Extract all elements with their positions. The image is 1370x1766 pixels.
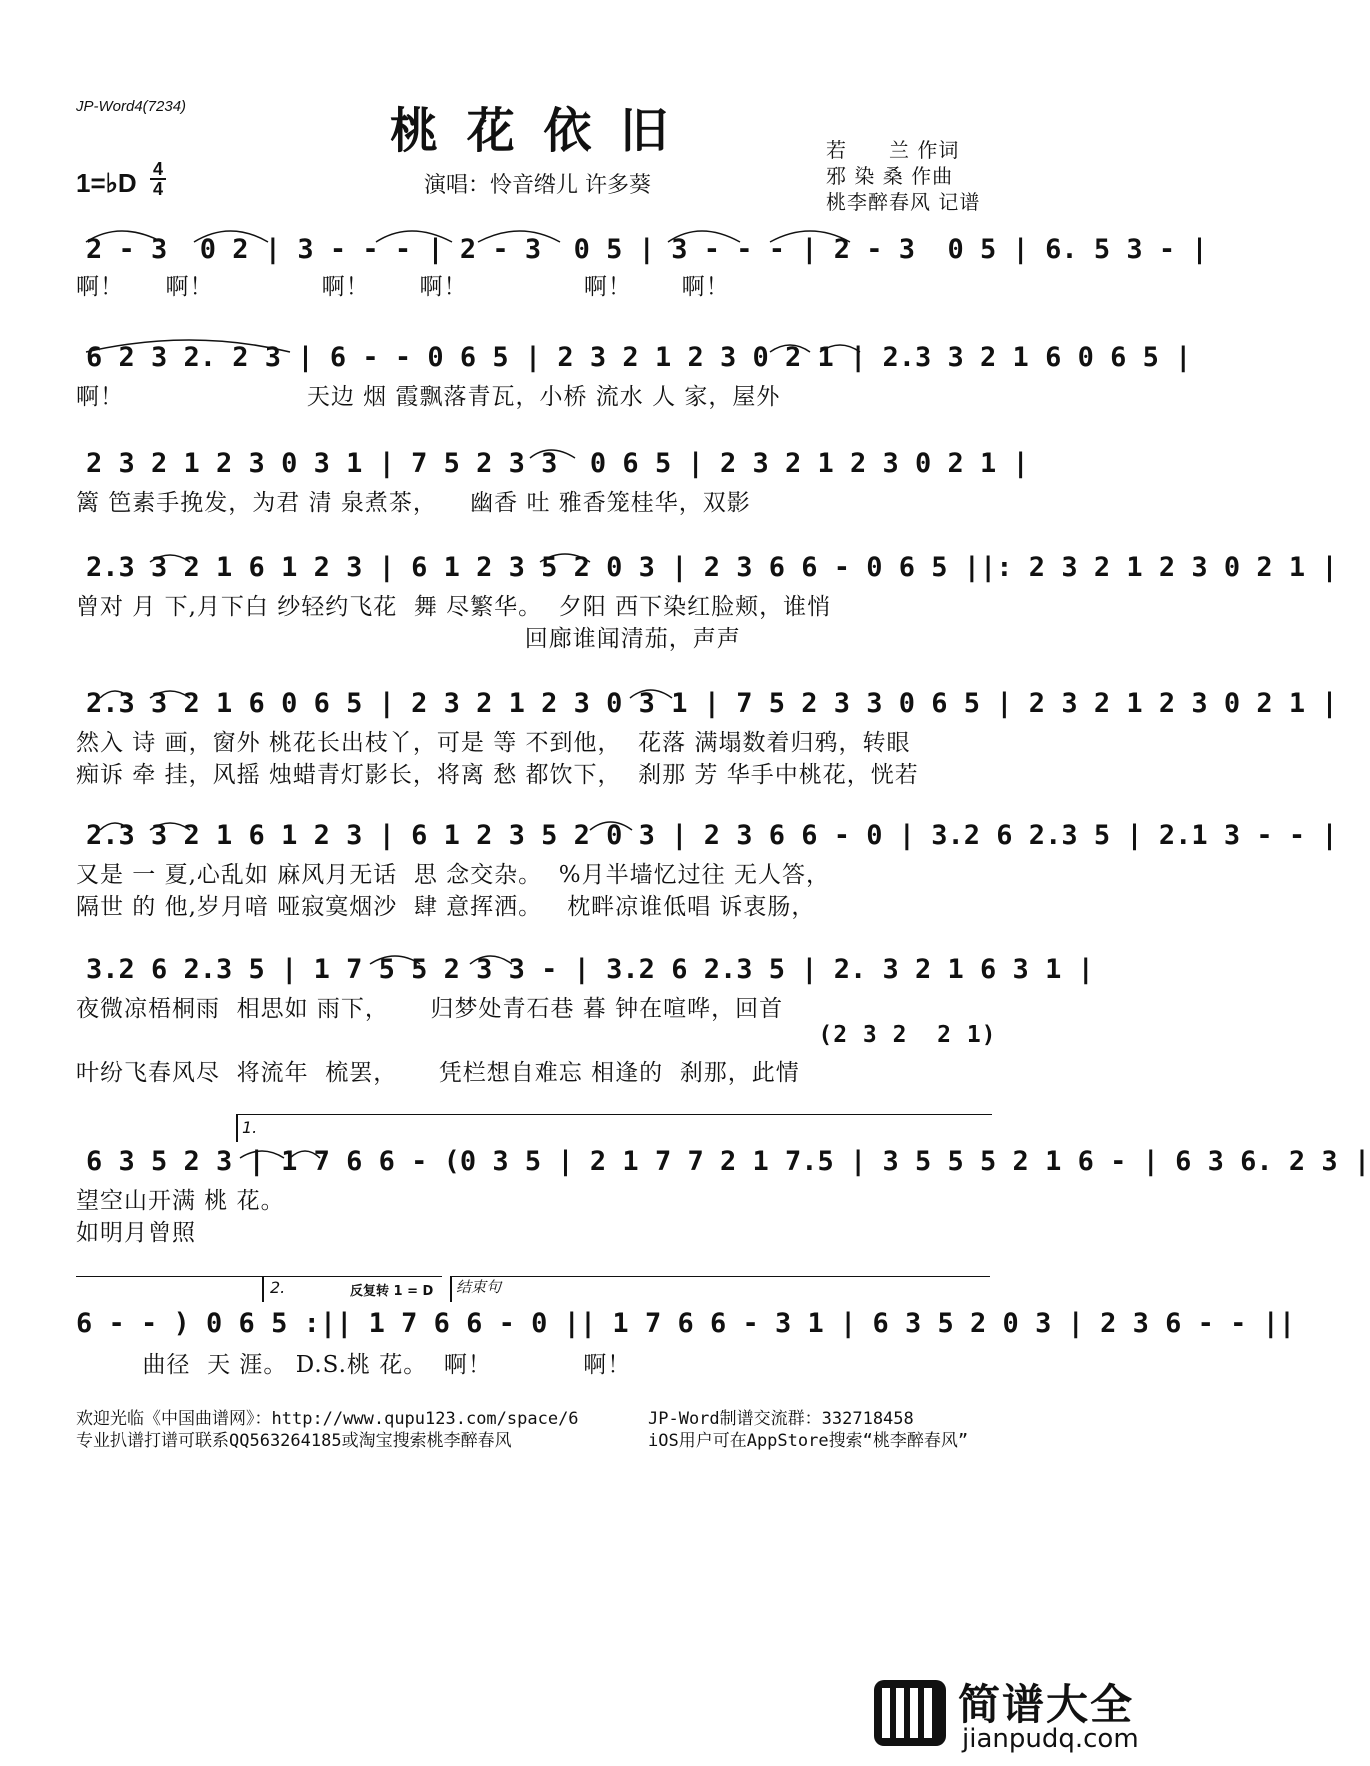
notes-system-4: 2.3 3 2 1 6 1 2 3 | 6 1 2 3 5 2 0 3 | 2 3 6 6 - 0 6 5 ||: 2 3 2 1 2 3 0 2 1 | <box>86 552 1338 583</box>
lyrics-system-8-line-2: 如明月曾照 <box>76 1220 196 1246</box>
lyrics-system-7-alt-notes: (2 3 2 2 1) <box>76 1022 997 1048</box>
footer-ios: iOS用户可在AppStore搜索“桃李醉春风” <box>648 1431 969 1451</box>
ending-label: 结束句 <box>456 1278 502 1296</box>
lyrics-system-9-line-1: 曲径 天 涯。 D.S.桃 花。 啊！ 啊！ <box>76 1352 632 1378</box>
lyrics-system-3-line-1: 篱 笆素手挽发，为君 清 泉煮茶， 幽香 吐 雅香笼桂华，双影 <box>76 490 751 516</box>
notes-system-6: 2.3 3 2 1 6 1 2 3 | 6 1 2 3 5 2 0 3 | 2 3 6 6 - 0 | 3.2 6 2.3 5 | 2.1 3 - - | <box>86 820 1338 851</box>
brand-logo <box>872 1672 1192 1762</box>
ending-bracket <box>450 1276 452 1302</box>
notes-system-5: 2.3 3 2 1 6 0 6 5 | 2 3 2 1 2 3 0 3 1 | 7 5 2 3 3 0 6 5 | 2 3 2 1 2 3 0 2 1 | <box>86 688 1338 719</box>
brand-url[interactable]: jianpudq.com <box>962 1724 1139 1754</box>
lyrics-system-7-line-1: 夜微凉梧桐雨 相思如 雨下， 归梦处青石巷 暮 钟在喧哗，回首 <box>76 996 784 1022</box>
brand-name: 简谱大全 <box>958 1680 1135 1729</box>
lyrics-system-4-line-2: 回廊谁闻清茄，声声 <box>76 626 741 652</box>
dc-note: 反复转 1 = D <box>350 1284 434 1299</box>
footer-contact: 专业扒谱打谱可联系QQ563264185或淘宝搜索桃李醉春风 <box>76 1431 512 1451</box>
credit-composer: 邪 染 桑 作曲 <box>826 164 954 188</box>
lyrics-system-6-line-1: 又是 一 夏,心乱如 麻风月无话 思 念交杂。 %月半墙忆过往 无人答， <box>76 862 830 888</box>
volta-2-line <box>76 1276 262 1277</box>
time-bottom: 4 <box>152 179 163 199</box>
piano-keys-icon <box>872 1678 952 1748</box>
lyrics-system-4-line-1: 曾对 月 下,月下白 纱轻约飞花 舞 尽繁华。 夕阳 西下染红脸颊，谁悄 <box>76 594 832 620</box>
lyrics-system-5-line-1: 然入 诗 画，窗外 桃花长出枝丫，可是 等 不到他， 花落 满塌数着归鸦，转眼 <box>76 730 911 756</box>
lyrics-system-8-line-1: 望空山开满 桃 花。 <box>76 1188 285 1214</box>
volta-2-bracket <box>262 1276 264 1302</box>
volta-1-label: 1. <box>242 1118 258 1137</box>
lyrics-system-7-line-2: 叶纷飞春风尽 将流年 梳罢， 凭栏想自难忘 相逢的 刹那，此情 <box>76 1060 800 1086</box>
key-signature <box>76 168 137 199</box>
notes-system-8: 6 3 5 2 3 | 1 7 6 6 - (0 3 5 | 2 1 7 7 2 1 7.5 | 3 5 5 5 2 1 6 - | 6 3 6. 2 3 | <box>86 1146 1370 1177</box>
song-title: 桃 花 依 旧 <box>390 103 675 159</box>
software-label: JP-Word4(7234) <box>76 98 187 115</box>
notes-system-9: 6 - - ) 0 6 5 :|| 1 7 6 6 - 0 || 1 7 6 6 - 3 1 | 6 3 5 2 0 3 | 2 3 6 - - || <box>76 1308 1296 1339</box>
volta-2-label: 2. <box>270 1278 286 1297</box>
singer: 演唱：怜音绺儿 许多葵 <box>424 173 651 198</box>
footer-site-link[interactable]: 欢迎光临《中国曲谱网》：http://www.qupu123.com/space/6 <box>76 1409 579 1429</box>
notes-system-3: 2 3 2 1 2 3 0 3 1 | 7 5 2 3 3 0 6 5 | 2 3 2 1 2 3 0 2 1 | <box>86 448 1029 479</box>
lyrics-system-5-line-2: 痴诉 牵 挂，风摇 烛蜡青灯影长，将离 愁 都饮下， 刹那 芳 华手中桃花，恍若 <box>76 762 919 788</box>
key-text: 1=♭D <box>76 168 137 198</box>
credit-transcriber: 桃李醉春风 记谱 <box>826 190 981 214</box>
volta-2-line-b <box>262 1276 442 1277</box>
credit-lyricist: 若 兰 作词 <box>826 138 960 162</box>
time-signature <box>150 160 166 198</box>
ending-line <box>450 1276 990 1277</box>
notes-system-7: 3.2 6 2.3 5 | 1 7 5 5 2 3 3 - | 3.2 6 2.3 5 | 2. 3 2 1 6 3 1 | <box>86 954 1094 985</box>
footer-group: JP-Word制谱交流群：332718458 <box>648 1409 914 1429</box>
notes-system-2: 6 2 3 2. 2 3 | 6 - - 0 6 5 | 2 3 2 1 2 3 0 2 1 | 2.3 3 2 1 6 0 6 5 | <box>86 342 1192 373</box>
lyrics-system-6-line-2: 隔世 的 他,岁月喑 哑寂寞烟沙 肆 意挥洒。 枕畔凉谁低唱 诉衷肠， <box>76 894 816 920</box>
lyrics-system-1-line-1: 啊！ 啊！ 啊！ 啊！ 啊！ 啊！ <box>76 274 730 300</box>
lyrics-system-2-line-1: 啊！ 天边 烟 霞飘落青瓦，小桥 流水 人 家，屋外 <box>76 384 781 410</box>
time-top: 4 <box>152 159 163 179</box>
notes-system-1: 2 - 3 0 2 | 3 - - - | 2 - 3 0 5 | 3 - - - | 2 - 3 0 5 | 6. 5 3 - | <box>86 234 1208 265</box>
